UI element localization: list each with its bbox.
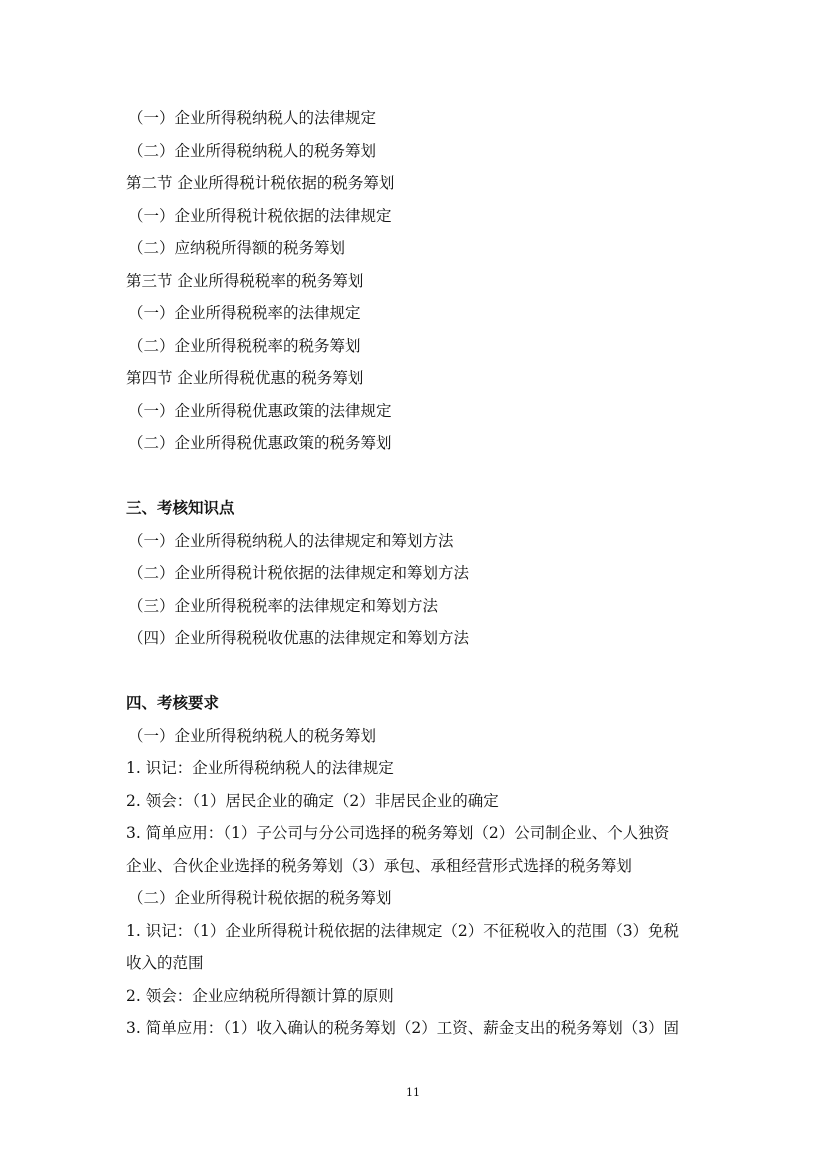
section-heading: 四、考核要求 [126,694,220,712]
knowledge-point-item: （三）企业所得税税率的法律规定和筹划方法 [128,596,439,615]
document-body [126,102,706,1045]
requirement-subheading: （一）企业所得税纳税人的税务筹划 [128,726,377,745]
section-spacer [126,655,706,688]
outline-section-title: 第四节 企业所得税优惠的税务筹划 [126,369,364,387]
outline-item: （二）应纳税所得额的税务筹划 [128,239,346,257]
requirement-item: 1. 识记：企业所得税纳税人的法律规定 [126,759,394,777]
section-spacer [126,460,706,493]
outline-item: （一）企业所得税纳税人的法律规定 [128,109,377,127]
requirement-item: 2. 领会：企业应纳税所得额计算的原则 [126,986,394,1005]
requirement-item: 3. 简单应用：（1）收入确认的税务筹划（2）工资、薪金支出的税务筹划（3）固 [126,1019,680,1037]
outline-section-title: 第三节 企业所得税税率的税务筹划 [126,271,364,290]
knowledge-point-item: （一）企业所得税纳税人的法律规定和筹划方法 [128,531,454,550]
knowledge-point-item: （四）企业所得税税收优惠的法律规定和筹划方法 [128,629,470,647]
outline-item: （二）企业所得税税率的税务筹划 [128,336,361,355]
outline-section-title: 第二节 企业所得税计税依据的税务筹划 [126,174,395,192]
outline-item: （二）企业所得税优惠政策的税务筹划 [128,434,392,452]
requirement-item-continuation: 收入的范围 [126,954,204,972]
requirement-item: 2. 领会：（1）居民企业的确定（2）非居民企业的确定 [126,791,499,810]
section-heading: 三、考核知识点 [126,499,235,517]
outline-item: （一）企业所得税优惠政策的法律规定 [128,401,392,420]
requirement-item-continuation: 企业、合伙企业选择的税务筹划（3）承包、承租经营形式选择的税务筹划 [126,856,632,875]
outline-item: （一）企业所得税税率的法律规定 [128,304,361,322]
requirement-item: 3. 简单应用：（1）子公司与分公司选择的税务筹划（2）公司制企业、个人独资 [126,824,670,842]
outline-item: （二）企业所得税纳税人的税务筹划 [128,141,377,160]
requirement-item: 1. 识记：（1）企业所得税计税依据的法律规定（2）不征税收入的范围（3）免税 [126,921,680,940]
knowledge-point-item: （二）企业所得税计税依据的法律规定和筹划方法 [128,564,470,582]
requirement-subheading: （二）企业所得税计税依据的税务筹划 [128,889,392,907]
page-number: 11 [406,1086,420,1099]
outline-item: （一）企业所得税计税依据的法律规定 [128,206,392,225]
